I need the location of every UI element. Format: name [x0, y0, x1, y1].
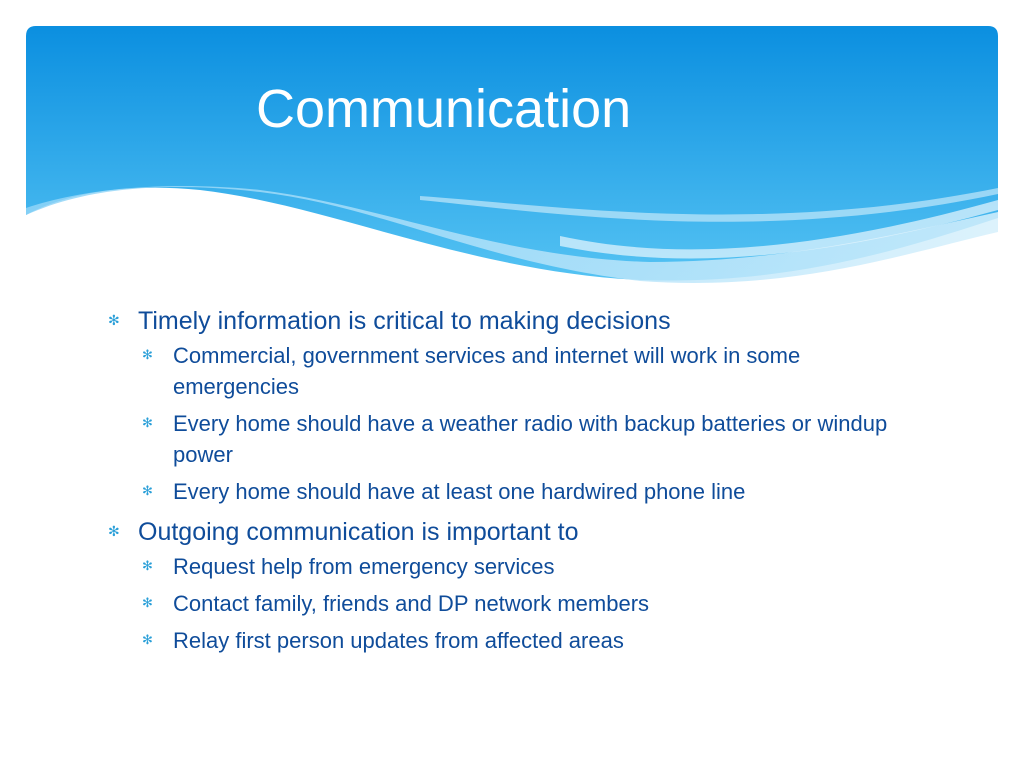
bullet-row: [142, 588, 908, 619]
sub-bullet-text: Relay first person updates from affected areas: [173, 628, 624, 653]
bullet-row: [142, 476, 908, 507]
sub-bullet-list: [142, 551, 908, 656]
sub-bullet-text: Contact family, friends and DP network members: [173, 591, 650, 616]
sub-bullet-text: Every home should have at least one hardwired phone line: [173, 479, 746, 504]
bullet-row: [108, 513, 908, 551]
list-item: [142, 551, 908, 582]
bullet-text: Timely information is critical to making decisions: [138, 307, 671, 335]
sub-bullet-text: Every home should have a weather radio with backup batteries or windup power: [173, 411, 888, 467]
sub-bullet-list: [142, 340, 908, 507]
sub-bullet-text: Request help from emergency services: [173, 554, 555, 579]
asterisk-icon: ✻: [142, 633, 153, 648]
list-item: [142, 476, 908, 507]
bullet-row: [142, 408, 908, 470]
slide-title: Communication: [256, 79, 632, 139]
list-item: [108, 302, 908, 507]
list-item: [142, 625, 908, 656]
asterisk-icon: ✻: [142, 348, 153, 363]
asterisk-icon: ✻: [142, 596, 153, 611]
asterisk-icon: ✻: [142, 484, 153, 499]
asterisk-icon: ✻: [108, 313, 120, 329]
bullet-text: Outgoing communication is important to: [138, 518, 579, 546]
bullet-row: [142, 340, 908, 402]
header-wave-background: [0, 0, 1024, 300]
list-item: [142, 588, 908, 619]
slide-body: [108, 302, 908, 662]
bullet-list: [108, 302, 908, 656]
bullet-row: [108, 302, 908, 340]
asterisk-icon: ✻: [142, 559, 153, 574]
list-item: [108, 513, 908, 656]
asterisk-icon: ✻: [108, 524, 120, 540]
bullet-row: [142, 625, 908, 656]
list-item: [142, 340, 908, 402]
sub-bullet-text: Commercial, government services and internet will work in some emergencies: [173, 343, 801, 399]
bullet-row: [142, 551, 908, 582]
list-item: [142, 408, 908, 470]
asterisk-icon: ✻: [142, 416, 153, 431]
